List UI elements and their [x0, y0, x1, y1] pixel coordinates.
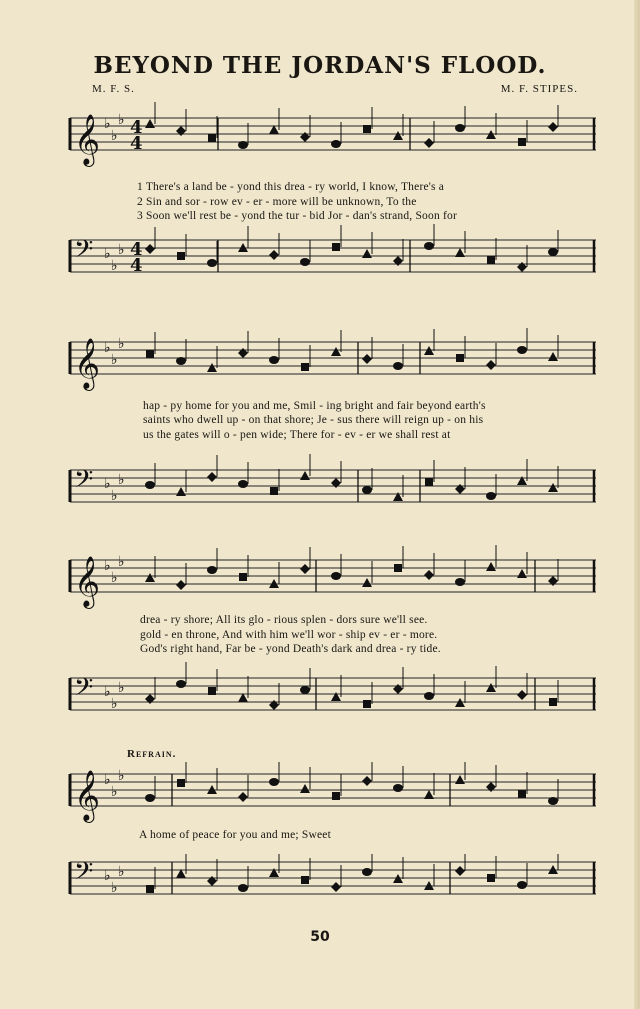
lyric-line-1-3: 3 Soon we'll rest be - yond the tur - bid Jor - dan's strand, Soon for	[137, 210, 457, 222]
note-head	[424, 570, 434, 580]
note-head	[207, 566, 217, 574]
note-head	[456, 354, 464, 362]
note-head	[548, 248, 558, 256]
lyric-line-3-2: gold - en throne, And with him we'll wor - ship ev - er - more.	[140, 629, 438, 641]
note-head	[300, 471, 310, 480]
flat-icon: ♭	[111, 880, 118, 896]
note-head	[363, 700, 371, 708]
lyric-line-3-1: drea - ry shore; All its glo - rious splen - dors sure we'll see.	[140, 614, 428, 626]
note-head	[362, 776, 372, 786]
lyric-line-3-3: God's right hand, Far be - yond Death's dark and drea - ry tide.	[140, 643, 441, 655]
time-signature-digit: 4	[130, 239, 143, 260]
time-signature-digit: 4	[130, 255, 143, 276]
lyric-line-4-1: A home of peace for you and me; Sweet	[139, 829, 331, 841]
note-head	[300, 564, 310, 574]
note-head	[332, 792, 340, 800]
note-head	[487, 256, 495, 264]
flat-icon: ♭	[111, 784, 118, 800]
note-head	[145, 794, 155, 802]
note-head	[363, 125, 371, 133]
note-head	[238, 884, 248, 892]
lyric-line-2-2: saints who dwell up - on that shore; Je - sus there will reign up - on his	[143, 414, 484, 426]
note-head	[517, 346, 527, 354]
bass-clef-icon: 𝄢	[74, 673, 94, 708]
note-head	[208, 134, 216, 142]
bass-staff-2	[0, 448, 640, 538]
note-head	[331, 140, 341, 148]
hymn-title: BEYOND THE JORDAN'S FLOOD.	[93, 52, 547, 79]
flat-icon: ♭	[118, 864, 125, 880]
note-head	[548, 352, 558, 361]
note-head	[455, 775, 465, 784]
note-head	[362, 868, 372, 876]
flat-icon: ♭	[111, 570, 118, 586]
note-head	[486, 360, 496, 370]
note-head	[548, 797, 558, 805]
note-head	[455, 578, 465, 586]
note-head	[238, 480, 248, 488]
bass-clef-icon: 𝄢	[74, 235, 94, 270]
note-head	[269, 778, 279, 786]
time-signature-digit: 4	[130, 117, 143, 138]
note-head	[208, 687, 216, 695]
flat-icon: ♭	[118, 472, 125, 488]
flat-icon: ♭	[118, 768, 125, 784]
note-head	[486, 562, 496, 571]
lyric-line-1-1: 1 There's a land be - yond this drea - ry world, I know, There's a	[137, 181, 445, 193]
note-head	[393, 492, 403, 501]
note-head	[548, 483, 558, 492]
note-head	[269, 356, 279, 364]
flat-icon: ♭	[111, 696, 118, 712]
note-head	[176, 680, 186, 688]
flat-icon: ♭	[118, 336, 125, 352]
note-head	[331, 882, 341, 892]
note-head	[145, 573, 155, 582]
note-head	[424, 242, 434, 250]
flat-icon: ♭	[104, 558, 111, 574]
note-head	[393, 131, 403, 140]
note-head	[455, 866, 465, 876]
note-head	[517, 690, 527, 700]
note-head	[176, 580, 186, 590]
note-head	[270, 487, 278, 495]
lyric-line-2-1: hap - py home for you and me, Smil - ing bright and fair beyond earth's	[143, 400, 486, 412]
note-head	[239, 573, 247, 581]
note-head	[362, 249, 372, 258]
flat-icon: ♭	[104, 116, 111, 132]
note-head	[487, 874, 495, 882]
note-head	[146, 350, 154, 358]
note-head	[394, 564, 402, 572]
note-head	[486, 683, 496, 692]
bass-clef-icon: 𝄢	[74, 857, 94, 892]
note-head	[393, 362, 403, 370]
flat-icon: ♭	[111, 258, 118, 274]
flat-icon: ♭	[104, 246, 111, 262]
note-head	[238, 141, 248, 149]
treble-staff-1	[0, 100, 640, 190]
flat-icon: ♭	[118, 680, 125, 696]
note-head	[269, 868, 279, 877]
note-head	[269, 250, 279, 260]
note-head	[331, 572, 341, 580]
treble-clef-icon: 𝄞	[74, 338, 101, 389]
note-head	[331, 347, 341, 356]
note-head	[424, 692, 434, 700]
note-head	[517, 476, 527, 485]
note-head	[145, 119, 155, 128]
note-head	[207, 259, 217, 267]
note-head	[424, 790, 434, 799]
note-head	[146, 885, 154, 893]
flat-icon: ♭	[104, 868, 111, 884]
flat-icon: ♭	[118, 112, 125, 128]
flat-icon: ♭	[104, 772, 111, 788]
note-head	[145, 244, 155, 254]
flat-icon: ♭	[111, 128, 118, 144]
note-head	[362, 578, 372, 587]
note-head	[393, 784, 403, 792]
note-head	[176, 487, 186, 496]
note-head	[300, 686, 310, 694]
treble-clef-icon: 𝄞	[74, 114, 101, 165]
note-head	[207, 472, 217, 482]
note-head	[177, 252, 185, 260]
note-head	[518, 790, 526, 798]
lyricist-credit: M. F. S.	[92, 83, 135, 95]
note-head	[176, 357, 186, 365]
note-head	[424, 138, 434, 148]
lyric-line-2-3: us the gates will o - pen wide; There for - ev - er we shall rest at	[143, 429, 451, 441]
note-head	[517, 881, 527, 889]
bass-staff-3	[0, 656, 640, 746]
bass-clef-icon: 𝄢	[74, 465, 94, 500]
note-head	[300, 258, 310, 266]
note-head	[362, 486, 372, 494]
note-head	[455, 124, 465, 132]
flat-icon: ♭	[111, 488, 118, 504]
note-head	[300, 784, 310, 793]
flat-icon: ♭	[104, 684, 111, 700]
note-head	[301, 876, 309, 884]
note-head	[548, 122, 558, 132]
page-number: 50	[310, 929, 330, 945]
note-head	[238, 792, 248, 802]
time-signature-digit: 4	[130, 133, 143, 154]
note-head	[177, 779, 185, 787]
note-head	[455, 248, 465, 257]
treble-staff-2	[0, 322, 640, 412]
note-head	[301, 363, 309, 371]
note-head	[518, 138, 526, 146]
note-head	[549, 698, 557, 706]
treble-clef-icon: 𝄞	[74, 770, 101, 821]
note-head	[207, 363, 217, 372]
composer-credit: M. F. STIPES.	[500, 83, 578, 95]
note-head	[145, 481, 155, 489]
note-head	[332, 243, 340, 251]
note-head	[486, 492, 496, 500]
flat-icon: ♭	[118, 554, 125, 570]
treble-clef-icon: 𝄞	[74, 556, 101, 607]
note-head	[331, 692, 341, 701]
flat-icon: ♭	[118, 242, 125, 258]
lyric-line-1-2: 2 Sin and sor - row ev - er - more will be unknown, To the	[137, 196, 417, 208]
refrain-label: Refrain.	[127, 748, 177, 760]
bass-staff-1	[0, 218, 640, 308]
note-head	[517, 569, 527, 578]
flat-icon: ♭	[104, 476, 111, 492]
note-head	[425, 478, 433, 486]
flat-icon: ♭	[111, 352, 118, 368]
note-head	[362, 354, 372, 364]
flat-icon: ♭	[104, 340, 111, 356]
